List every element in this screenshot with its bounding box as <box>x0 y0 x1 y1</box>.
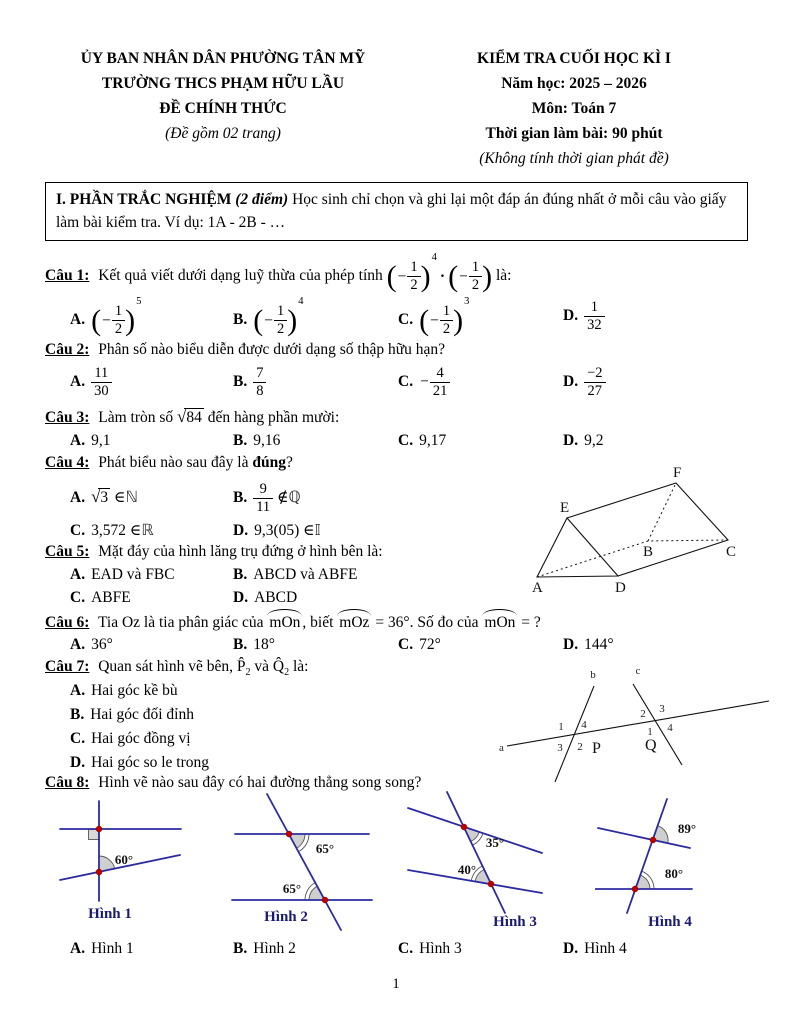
page-number: 1 <box>392 976 400 992</box>
q3-option-a: A. 9,1 <box>70 432 111 449</box>
section-points: (2 điểm) <box>235 191 289 208</box>
question-4: Câu 4: Phát biểu nào sau đây là đúng? <box>45 454 293 471</box>
angle-mon: mOn <box>269 614 301 631</box>
q3-option-b: B. 9,16 <box>233 432 281 449</box>
h3-angle-top: 35° <box>485 835 505 850</box>
question-8-label: Câu 8: <box>45 774 90 791</box>
q-angle-2: 2 <box>640 708 646 720</box>
question-6: Câu 6: Tia Oz là tia phân giác của mOn , biết mOz = 36°. Số đo của mOn = ? <box>45 614 541 631</box>
school-name: TRƯỜNG THCS PHẠM HỮU LẦU <box>101 75 345 92</box>
duration-note: (Không tính thời gian phát đề) <box>479 150 669 167</box>
q7-option-d: D. Hai góc so le trong <box>70 754 210 771</box>
point-q-label: Q <box>645 737 657 754</box>
h1-caption: Hình 1 <box>88 906 132 922</box>
q5-option-a: A. EAD và FBC <box>70 566 175 583</box>
question-7: Câu 7: Quan sát hình vẽ bên, $P̂_2$ và $Q̂_2$ là: <box>45 658 309 679</box>
q2-option-d: D. $\frac{-2}{27}$ <box>563 362 606 402</box>
question-4-label: Câu 4: <box>45 454 90 471</box>
question-1-label: Câu 1: <box>45 267 90 285</box>
question-5: Câu 5: Mặt đáy của hình lăng trụ đứng ở hình bên là: <box>45 543 383 560</box>
h2-caption: Hình 2 <box>264 909 308 925</box>
h4-angle-top: 89° <box>677 821 697 836</box>
line-c-label: c <box>635 665 641 677</box>
q-angle-1: 1 <box>647 726 653 738</box>
question-1: Câu 1: Kết quả viết dưới dạng luỹ thừa của phép tính (− $\frac{1}{2}$ )$^4$· (− $\frac{1}{2}$ ) là: <box>45 251 512 294</box>
q7-option-b: B. Hai góc đối đỉnh <box>70 706 194 723</box>
question-8: Câu 8: Hình vẽ nào sau đây có hai đường thẳng song song? <box>45 774 422 791</box>
q8-option-b: B. Hình 2 <box>233 940 296 957</box>
q6-option-a: A. 36° <box>70 636 113 653</box>
q-angle-3: 3 <box>659 703 665 715</box>
q2-option-b: B. $\frac{7}{8}$ <box>233 362 266 402</box>
q1-option-b: B. (− $\frac{1}{2}$ )$^4$ <box>233 295 304 338</box>
q3-option-d: D. 9,2 <box>563 432 604 449</box>
hinh-4-figure <box>595 785 757 937</box>
q4-option-a: A. √3 ∈ℕ <box>70 487 138 506</box>
q7-option-a: A. Hai góc kề bù <box>70 682 178 699</box>
h3-angle-bottom: 40° <box>457 862 477 877</box>
pq-angles-figure <box>497 660 782 792</box>
angle-mon-2: mOn <box>484 614 516 631</box>
sqrt-84: √84 <box>177 407 202 426</box>
issuing-authority: ỦY BAN NHÂN DÂN PHƯỜNG TÂN MỸ <box>80 50 366 67</box>
q6-option-c: C. 72° <box>398 636 441 653</box>
line-a-label: a <box>499 742 504 754</box>
subject: Môn: Toán 7 <box>531 100 617 117</box>
question-5-label: Câu 5: <box>45 543 90 560</box>
q8-option-d: D. Hình 4 <box>563 940 627 957</box>
question-3-label: Câu 3: <box>45 409 90 426</box>
exam-type: ĐỀ CHÍNH THỨC <box>159 100 287 117</box>
q5-option-c: C. ABFE <box>70 589 131 606</box>
p-angle-3: 3 <box>557 742 563 754</box>
question-3: Câu 3: Làm tròn số √84 đến hàng phần mười: <box>45 407 340 426</box>
prism-label-b: B <box>643 544 654 560</box>
question-7-label: Câu 7: <box>45 658 90 675</box>
q8-option-c: C. Hình 3 <box>398 940 462 957</box>
angle-p2: $P̂_2$ <box>236 658 251 679</box>
point-p-label: P <box>592 740 601 757</box>
hinh-2-figure <box>228 790 380 938</box>
q4-option-d: D. 9,3(05) ∈𝕀 <box>233 521 321 539</box>
q8-option-a: A. Hình 1 <box>70 940 134 957</box>
q2-option-c: C. − $\frac{4}{21}$ <box>398 362 450 402</box>
page-count-note: (Đề gồm 02 trang) <box>165 125 281 142</box>
duration: Thời gian làm bài: 90 phút <box>485 125 663 142</box>
q-angle-4: 4 <box>667 722 673 734</box>
q7-option-c: C. Hai góc đồng vị <box>70 730 191 747</box>
exam-title: KIỂM TRA CUỐI HỌC KÌ I <box>477 50 671 67</box>
q4-option-c: C. 3,572 ∈ℝ <box>70 521 154 539</box>
prism-label-e: E <box>560 500 570 516</box>
q5-option-d: D. ABCD <box>233 589 298 606</box>
h1-angle-label: 60° <box>114 852 134 867</box>
angle-moz: mOz <box>339 614 370 631</box>
q2-option-a: A. $\frac{11}{30}$ <box>70 362 112 402</box>
hinh-1-figure <box>50 793 195 933</box>
prism-label-a: A <box>532 580 543 596</box>
header-right <box>408 46 740 171</box>
h3-caption: Hình 3 <box>493 914 537 930</box>
q1-option-a: A. (− $\frac{1}{2}$ )$^5$ <box>70 295 142 338</box>
question-2-label: Câu 2: <box>45 341 90 358</box>
sqrt-3: √3 <box>91 487 109 506</box>
h4-angle-bottom: 80° <box>664 866 684 881</box>
line-b-label: b <box>590 669 596 681</box>
question-2: Câu 2: Phân số nào biểu diễn được dưới dạng số thập hữu hạn? <box>45 341 446 358</box>
hinh-3-figure <box>405 785 560 937</box>
prism-label-c: C <box>726 544 737 560</box>
angle-q2: $Q̂_2$ <box>272 658 290 679</box>
q6-option-b: B. 18° <box>233 636 275 653</box>
q4-option-b: B. $\frac{9}{11}$ ∉ℚ <box>233 481 301 515</box>
section-box <box>45 182 748 241</box>
q1-option-d: D. $\frac{1}{32}$ <box>563 296 605 336</box>
h2-angle-top: 65° <box>315 841 335 856</box>
p-angle-4: 4 <box>581 719 587 731</box>
school-year: Năm học: 2025 – 2026 <box>501 75 647 92</box>
q6-option-d: D. 144° <box>563 636 614 653</box>
section-title: I. PHẦN TRẮC NGHIỆM <box>56 191 232 208</box>
q1-option-c: C. (− $\frac{1}{2}$ )$^3$ <box>398 295 470 338</box>
q3-option-c: C. 9,17 <box>398 432 447 449</box>
prism-label-f: F <box>673 465 682 481</box>
p-angle-2: 2 <box>577 741 583 753</box>
question-6-label: Câu 6: <box>45 614 90 631</box>
h4-caption: Hình 4 <box>648 914 692 930</box>
section-instructions: Học sinh chỉ chọn và ghi lại một đáp án đúng nhất ở mỗi câu vào giấy làm bài kiểm tra. Ví dụ: 1A - 2B - … <box>56 191 727 232</box>
p-angle-1: 1 <box>558 721 564 733</box>
prism-figure <box>508 456 758 606</box>
h2-angle-bottom: 65° <box>282 881 302 896</box>
q5-option-b: B. ABCD và ABFE <box>233 566 358 583</box>
prism-label-d: D <box>615 580 626 596</box>
header-left <box>58 46 388 146</box>
